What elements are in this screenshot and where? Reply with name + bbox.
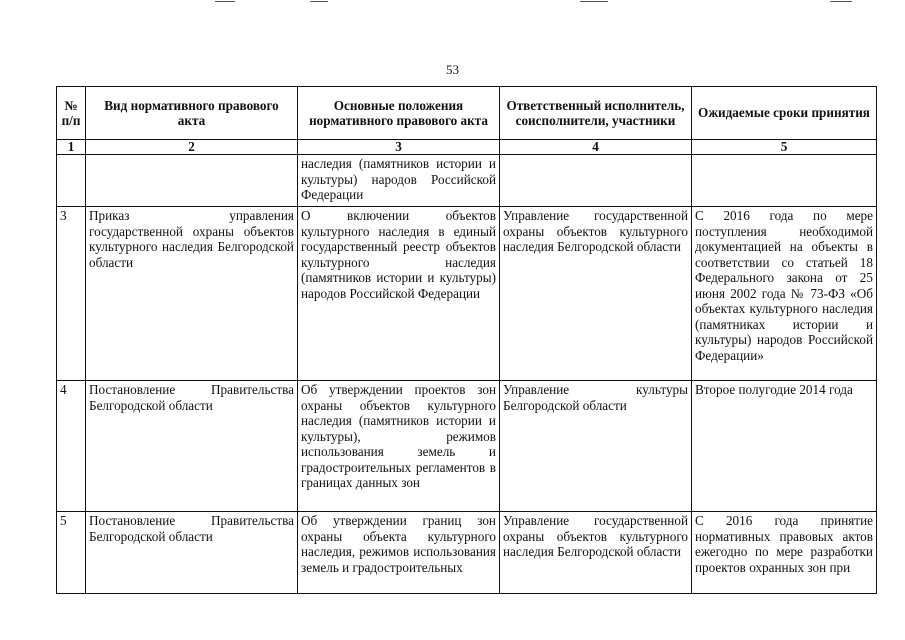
column-number: 4 [500, 140, 692, 155]
header-col-act-type: Вид нормативного правового акта [86, 87, 298, 140]
column-number-row [57, 140, 877, 155]
provisions-cell: Об утверждении границ зон охраны объекта культурного наследия, режимов использования земель и градостроительных [298, 512, 500, 594]
executor-cell [500, 155, 692, 207]
column-number: 5 [692, 140, 877, 155]
legal-acts-table [56, 86, 877, 594]
page-number: 53 [446, 62, 459, 77]
header-col-number: № п/п [57, 87, 86, 140]
table-header-row [57, 87, 877, 140]
act-type-cell: Постановление Правительства Белгородской области [86, 512, 298, 594]
provisions-cell: О включении объектов культурного наследия в единый государственный реестр объектов культурного наследия (памятников истории и культуры) народов Российской Федерации [298, 207, 500, 381]
row-number: 4 [57, 381, 86, 512]
column-number: 3 [298, 140, 500, 155]
scan-edge-line [830, 1, 852, 2]
table-row [57, 381, 877, 512]
executor-cell: Управление государственной охраны объектов культурного наследия Белгородской области [500, 512, 692, 594]
column-number: 2 [86, 140, 298, 155]
scan-edge-line [580, 1, 608, 2]
provisions-cell: Об утверждении проектов зон охраны объектов культурного наследия (памятников истории и культуры), режимов использования земель и градостроительных регламентов в границах данных зон [298, 381, 500, 512]
column-number: 1 [57, 140, 86, 155]
table-row [57, 512, 877, 594]
header-col-deadline: Ожидаемые сроки принятия [692, 87, 877, 140]
act-type-cell: Постановление Правительства Белгородской области [86, 381, 298, 512]
executor-cell: Управление культуры Белгородской области [500, 381, 692, 512]
deadline-cell [692, 155, 877, 207]
deadline-cell: Второе полугодие 2014 года [692, 381, 877, 512]
act-type-cell: Приказ управления государственной охраны объектов культурного наследия Белгородской области [86, 207, 298, 381]
scan-edge-line [310, 1, 328, 2]
deadline-cell: С 2016 года по мере поступления необходимой документацией на объекты в соответствии со статьей 18 Федерального закона от 25 июня 2002 года № 73-ФЗ «Об объектах культурного наследия (памятниках истории и культуры) народов Российской Федерации» [692, 207, 877, 381]
scan-edge-line [215, 1, 235, 2]
header-col-provisions: Основные положения нормативного правового акта [298, 87, 500, 140]
header-col-executor: Ответственный исполнитель, соисполнители, участники [500, 87, 692, 140]
row-number: 3 [57, 207, 86, 381]
deadline-cell: С 2016 года принятие нормативных правовых актов ежегодно по мере разработки проектов охранных зон при [692, 512, 877, 594]
table-row [57, 155, 877, 207]
row-number [57, 155, 86, 207]
row-number: 5 [57, 512, 86, 594]
provisions-cell: наследия (памятников истории и культуры) народов Российской Федерации [298, 155, 500, 207]
executor-cell: Управление государственной охраны объектов культурного наследия Белгородской области [500, 207, 692, 381]
act-type-cell [86, 155, 298, 207]
table-row [57, 207, 877, 381]
